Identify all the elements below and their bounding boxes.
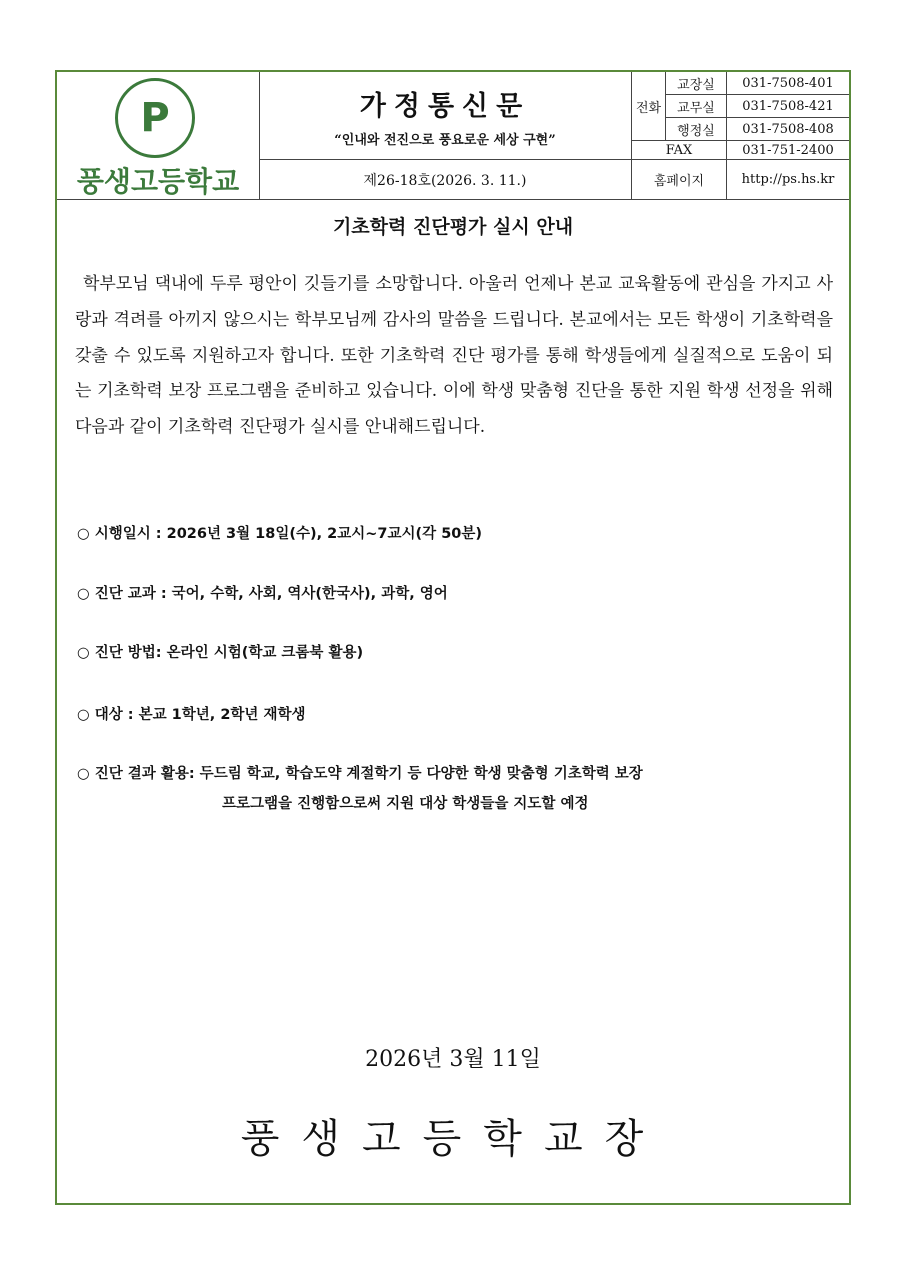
- intro-paragraph: 학부모님 댁내에 두루 평안이 깃들기를 소망합니다. 아울러 언제나 본교 교육활동에 관심을 가지고 사랑과 격려를 아끼지 않으시는 학부모님께 감사의 말씀을 드립니다. 본교에서는 모든 학생이 기초학력을 갖출 수 있도록 지원하고자 합니다. 또한 기초학력 진단 평가를 통해 학생들에게 실질적으로 도움이 되는 기초학력 보장 프로그램을 준비하고 있습니다. 이에 학생 맞춤형 진단을 통한 지원 학생 선정을 위해 다음과 같이 기초학력 진단평가 실시를 안내해드립니다.: [75, 274, 833, 438]
- fax-label: FAX: [632, 141, 727, 160]
- phone-number-2: 031-7508-421: [727, 95, 849, 118]
- phone-label-3: 행정실: [666, 118, 727, 141]
- school-logo: [57, 72, 260, 199]
- phone-number-1: 031-7508-401: [727, 72, 849, 95]
- newsletter-page: [55, 70, 851, 1205]
- issue-number: 제26-18호(2026. 3. 11.): [259, 160, 632, 199]
- issue-date: 2026년 3월 11일: [365, 1047, 541, 1072]
- phone-label-1: 교장실: [666, 72, 727, 95]
- fax-number: 031-751-2400: [727, 141, 849, 160]
- item-usage-continued: 프로그램을 진행함으로써 지원 대상 학생들을 지도할 예정: [222, 796, 589, 812]
- title-cell: [259, 72, 632, 160]
- principal-signature: 풍생고등학교장: [240, 1116, 666, 1162]
- homepage-link[interactable]: http://ps.hs.kr: [741, 172, 835, 187]
- newsletter-title: 가정통신문: [359, 91, 531, 122]
- school-name: 풍생고등학교: [76, 165, 240, 198]
- school-motto: “인내와 전진으로 풍요로운 세상 구현”: [334, 133, 556, 148]
- phone-label: 전화: [632, 72, 666, 141]
- item-subjects: ○ 진단 교과 : 국어, 수학, 사회, 역사(한국사), 과학, 영어: [77, 586, 448, 602]
- phone-label-2: 교무실: [666, 95, 727, 118]
- phone-number-3: 031-7508-408: [727, 118, 849, 141]
- header-table: [57, 72, 849, 200]
- item-method: ○ 진단 방법: 온라인 시험(학교 크롬북 활용): [77, 645, 364, 661]
- item-usage: ○ 진단 결과 활용: 두드림 학교, 학습도약 계절학기 등 다양한 학생 맞춤형 기초학력 보장: [77, 766, 643, 782]
- homepage-label: 홈페이지: [632, 160, 727, 199]
- notice-heading: 기초학력 진단평가 실시 안내: [332, 216, 574, 238]
- school-emblem-icon: P: [115, 78, 195, 158]
- item-target: ○ 대상 : 본교 1학년, 2학년 재학생: [77, 707, 306, 723]
- item-schedule: ○ 시행일시 : 2026년 3월 18일(수), 2교시~7교시(각 50분): [77, 526, 483, 542]
